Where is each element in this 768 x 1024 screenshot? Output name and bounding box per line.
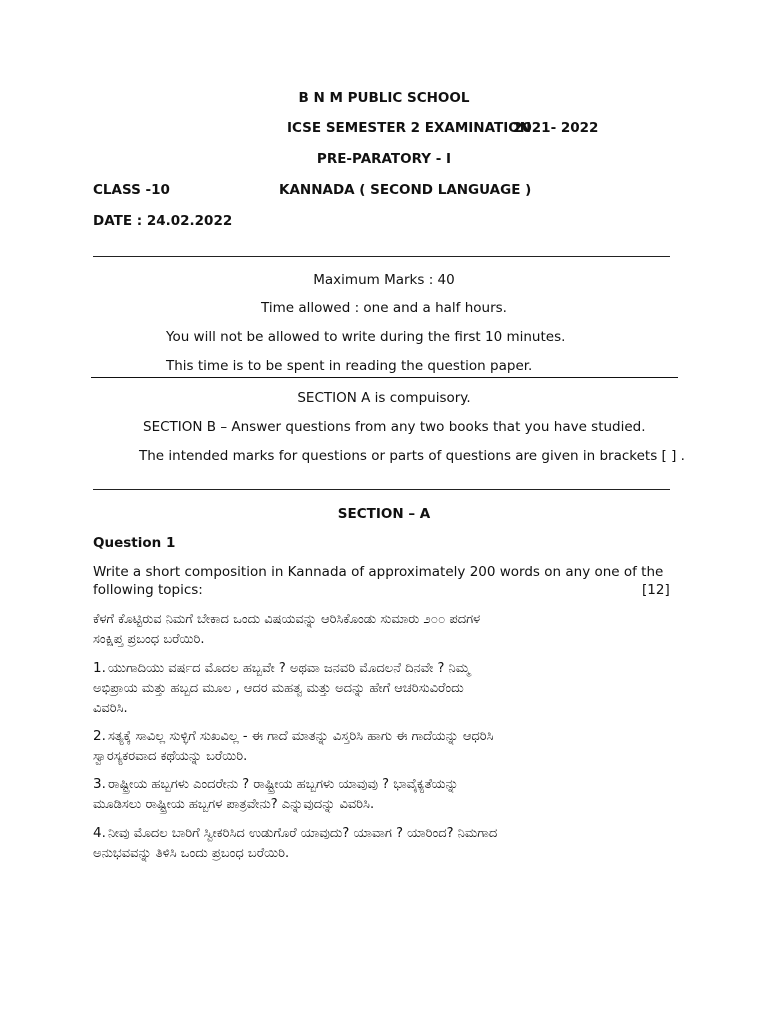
topic-text: ವಿವರಿಸಿ. bbox=[93, 701, 128, 716]
exam-year: 2021- 2022 bbox=[513, 120, 599, 136]
topic-text: ಯುಗಾದಿಯು ವರ್ಷದ ಮೊದಲ ಹಬ್ಬವೇ ? ಅಥವಾ ಜನವರಿ ಮೊದಲನೆ ದಿನವೇ ? ನಿಮ್ಮ bbox=[108, 661, 470, 676]
topic-number: 4. bbox=[93, 825, 106, 841]
topic-text: ಸತ್ಯಕ್ಕೆ ಸಾವಿಲ್ಲ ಸುಳ್ಳಿಗೆ ಸುಖವಿಲ್ಲ - ಈ ಗಾದೆ ಮಾತನ್ನು ವಿಸ್ತರಿಸಿ ಹಾಗು ಈ ಗಾದೆಯನ್ನು ಆಧರಿಸಿ bbox=[108, 729, 494, 744]
question-text: following topics: bbox=[93, 582, 203, 598]
no-write-note: You will not be allowed to write during the first 10 minutes. bbox=[166, 329, 566, 345]
divider-line bbox=[93, 489, 670, 490]
divider-line bbox=[93, 256, 670, 257]
section-title: SECTION – A bbox=[337, 506, 431, 522]
class-label: CLASS -10 bbox=[93, 182, 170, 198]
topic-text: ಮೂಡಿಸಲು ರಾಷ್ಟ್ರೀಯ ಹಬ್ಬಗಳ ಪಾತ್ರವೇನು? ಎನ್ನುವುದನ್ನು ವಿವರಿಸಿ. bbox=[93, 797, 375, 812]
kannada-instruction: ಕೆಳಗೆ ಕೊಟ್ಟಿರುವ ನಿಮಗೆ ಬೇಕಾದ ಒಂದು ವಿಷಯವನ್ನು ಆರಿಸಿಕೊಂಡು ಸುಮಾರು ೨೦೦ ಪದಗಳ bbox=[93, 612, 481, 627]
subject-label: KANNADA ( SECOND LANGUAGE ) bbox=[279, 182, 532, 198]
kannada-instruction: ಸಂಕ್ಷಿಪ್ತ ಪ್ರಬಂಧ ಬರೆಯಿರಿ. bbox=[93, 632, 205, 647]
question-label: Question 1 bbox=[93, 535, 176, 551]
exam-date: DATE : 24.02.2022 bbox=[93, 213, 233, 229]
topic-number: 3. bbox=[93, 776, 106, 792]
topic-text: ಅನುಭವವನ್ನು ತಿಳಿಸಿ ಒಂದು ಪ್ರಬಂಧ ಬರೆಯಿರಿ. bbox=[93, 846, 290, 861]
topic-number: 1. bbox=[93, 660, 106, 676]
topic-number: 2. bbox=[93, 728, 106, 744]
topic-text: ಅಭಿಪ್ರಾಯ ಮತ್ತು ಹಬ್ಬದ ಮೂಲ , ಆದರ ಮಹತ್ವ ಮತ್ತು ಅದನ್ನು ಹೇಗೆ ಆಚರಿಸುವಿರೆಂದು bbox=[93, 681, 464, 696]
section-rule bbox=[91, 377, 678, 378]
marks-note: The intended marks for questions or parts of questions are given in brackets [ ] . bbox=[139, 448, 685, 464]
reading-time-note: This time is to be spent in reading the question paper. bbox=[166, 358, 533, 374]
topic-text: ಸ್ವಾರಸ್ಯಕರವಾದ ಕಥೆಯನ್ನು ಬರೆಯಿರಿ. bbox=[93, 749, 248, 764]
topic-text: ರಾಷ್ಟ್ರೀಯ ಹಬ್ಬಗಳು ಎಂದರೇನು ? ರಾಷ್ಟ್ರೀಯ ಹಬ್ಬಗಳು ಯಾವುವು ? ಭಾವೈಕ್ಯತೆಯನ್ನು bbox=[108, 777, 459, 792]
question-text: Write a short composition in Kannada of approximately 200 words on any one of the bbox=[93, 564, 664, 580]
section-b-note: SECTION B – Answer questions from any two books that you have studied. bbox=[143, 419, 646, 435]
paper-title: PRE-PARATORY - I bbox=[316, 151, 452, 167]
topic-text: ನೀವು ಮೊದಲ ಬಾರಿಗೆ ಸ್ವೀಕರಿಸಿದ ಉಡುಗೊರೆ ಯಾವುದು? ಯಾವಾಗ ? ಯಾರಿಂದ? ನಿಮಗಾದ bbox=[108, 826, 498, 841]
section-a-note: SECTION A is compuisory. bbox=[297, 390, 471, 406]
question-marks: [12] bbox=[642, 582, 670, 598]
max-marks: Maximum Marks : 40 bbox=[313, 272, 455, 288]
exam-title: ICSE SEMESTER 2 EXAMINATION bbox=[287, 120, 532, 136]
school-name: B N M PUBLIC SCHOOL bbox=[298, 90, 470, 106]
time-allowed: Time allowed : one and a half hours. bbox=[261, 300, 507, 316]
